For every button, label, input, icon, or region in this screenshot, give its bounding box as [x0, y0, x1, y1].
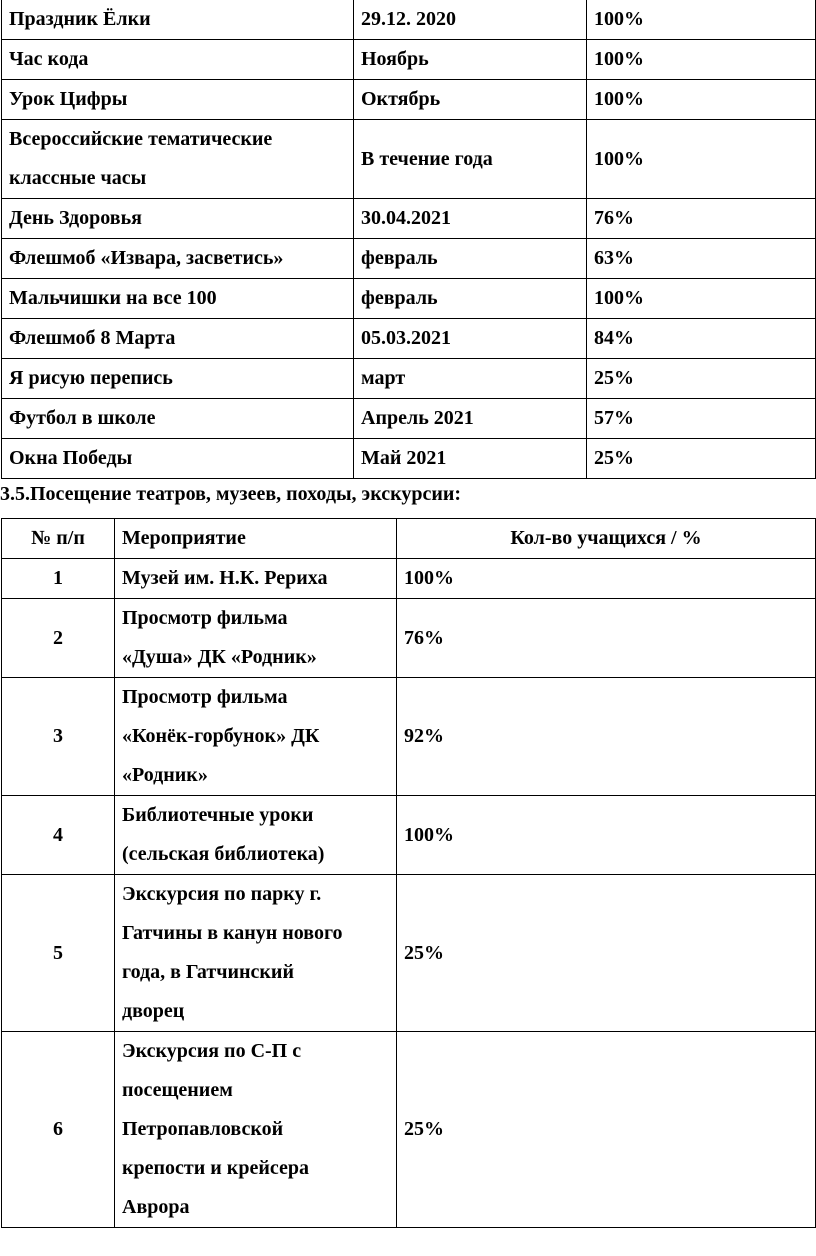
column-header-event: Мероприятие [115, 519, 397, 559]
event-percent: 25% [587, 359, 816, 399]
event-percent: 76% [587, 199, 816, 239]
event-name: Я рисую перепись [2, 359, 354, 399]
event-date: 30.04.2021 [354, 199, 587, 239]
table-row [2, 279, 816, 319]
row-number: 4 [2, 796, 115, 875]
table-row [2, 40, 816, 80]
table-row [2, 0, 816, 40]
event-name: День Здоровья [2, 199, 354, 239]
event-date: 05.03.2021 [354, 319, 587, 359]
visits-table [1, 518, 816, 1228]
visit-percent: 92% [397, 678, 816, 796]
event-name: Окна Победы [2, 439, 354, 479]
table-row [2, 359, 816, 399]
table-header-row [2, 519, 816, 559]
event-date: март [354, 359, 587, 399]
event-percent: 57% [587, 399, 816, 439]
table-row [2, 319, 816, 359]
table-row [2, 678, 816, 796]
visit-event: Экскурсия по С-П с посещением Петропавловской крепости и крейсера Аврора [115, 1032, 397, 1228]
event-date: февраль [354, 279, 587, 319]
event-date: Ноябрь [354, 40, 587, 80]
event-name: Флешмоб «Извара, засветись» [2, 239, 354, 279]
event-date: Октябрь [354, 80, 587, 120]
event-date: февраль [354, 239, 587, 279]
visit-percent: 76% [397, 599, 816, 678]
visit-event: Библиотечные уроки (сельская библиотека) [115, 796, 397, 875]
table-row [2, 199, 816, 239]
section-heading: 3.5.Посещение театров, музеев, походы, экскурсии: [0, 483, 462, 505]
event-percent: 100% [587, 120, 816, 199]
event-name: Час кода [2, 40, 354, 80]
event-name: Футбол в школе [2, 399, 354, 439]
table-row [2, 559, 816, 599]
event-percent: 25% [587, 439, 816, 479]
event-name: Мальчишки на все 100 [2, 279, 354, 319]
table-row [2, 439, 816, 479]
events-table [1, 0, 816, 479]
table-row [2, 120, 816, 199]
event-name: Всероссийские тематические классные часы [2, 120, 354, 199]
event-name: Урок Цифры [2, 80, 354, 120]
event-percent: 100% [587, 279, 816, 319]
visit-event: Музей им. Н.К. Рериха [115, 559, 397, 599]
event-name: Праздник Ёлки [2, 0, 354, 40]
visit-percent: 25% [397, 875, 816, 1032]
row-number: 1 [2, 559, 115, 599]
event-percent: 63% [587, 239, 816, 279]
event-date: 29.12. 2020 [354, 0, 587, 40]
column-header-count: Кол-во учащихся / % [397, 519, 816, 559]
visit-percent: 100% [397, 796, 816, 875]
visit-event: Экскурсия по парку г. Гатчины в канун нового года, в Гатчинский дворец [115, 875, 397, 1032]
row-number: 3 [2, 678, 115, 796]
row-number: 6 [2, 1032, 115, 1228]
row-number: 5 [2, 875, 115, 1032]
table-row [2, 399, 816, 439]
table-row [2, 239, 816, 279]
event-date: Апрель 2021 [354, 399, 587, 439]
event-percent: 100% [587, 80, 816, 120]
column-header-number: № п/п [2, 519, 115, 559]
visit-percent: 100% [397, 559, 816, 599]
visit-event: Просмотр фильма «Конёк-горбунок» ДК «Родник» [115, 678, 397, 796]
event-percent: 100% [587, 40, 816, 80]
event-percent: 84% [587, 319, 816, 359]
table-row [2, 80, 816, 120]
event-percent: 100% [587, 0, 816, 40]
event-date: Май 2021 [354, 439, 587, 479]
visit-percent: 25% [397, 1032, 816, 1228]
table-row [2, 599, 816, 678]
visit-event: Просмотр фильма «Душа» ДК «Родник» [115, 599, 397, 678]
event-name: Флешмоб 8 Марта [2, 319, 354, 359]
row-number: 2 [2, 599, 115, 678]
table-row [2, 875, 816, 1032]
table-row [2, 1032, 816, 1228]
table-row [2, 796, 816, 875]
event-date: В течение года [354, 120, 587, 199]
